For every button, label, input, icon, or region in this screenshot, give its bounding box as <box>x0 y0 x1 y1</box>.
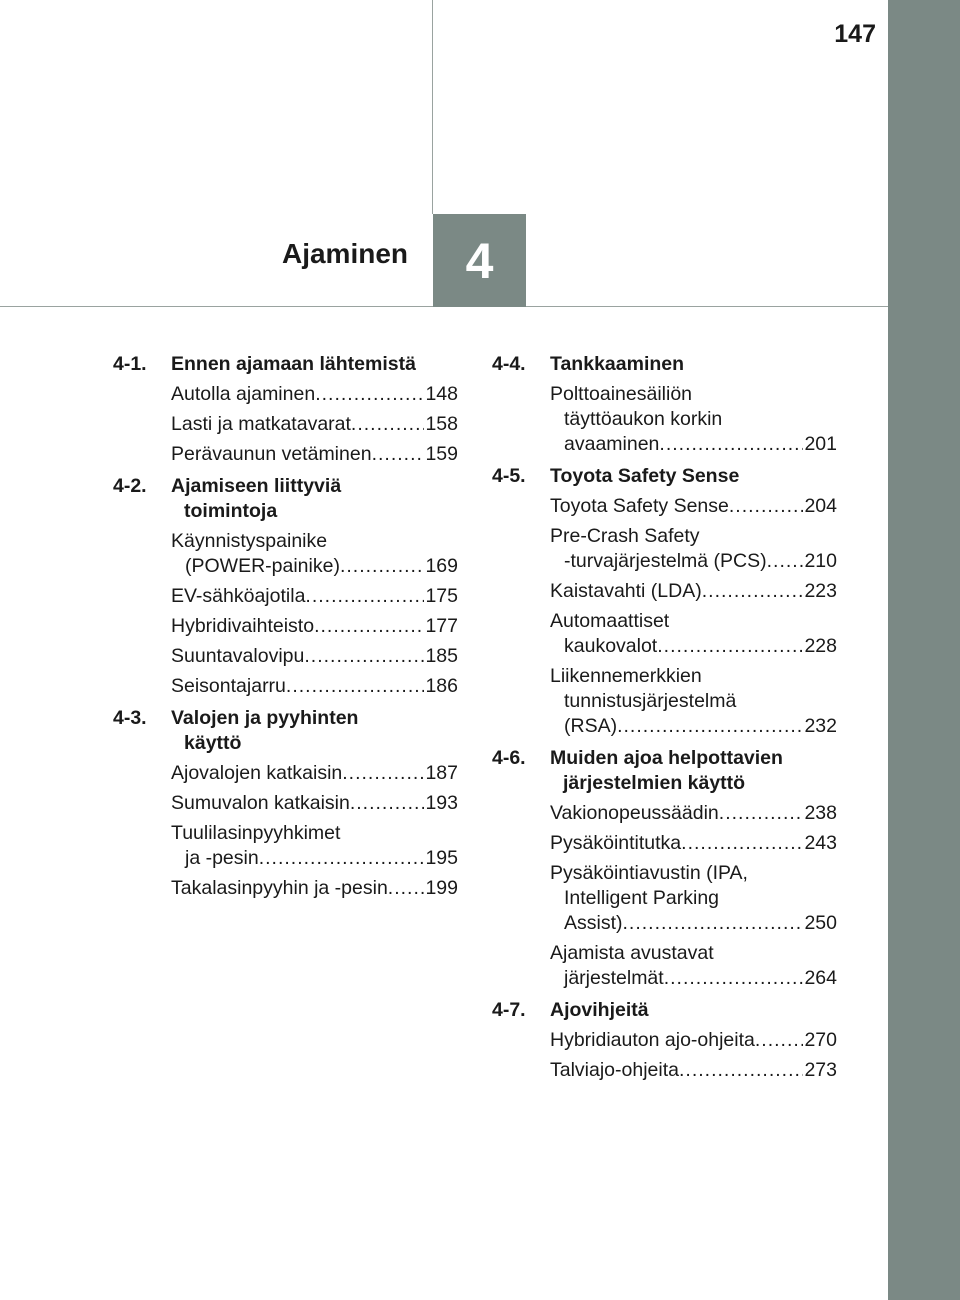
section-number: 4-6. <box>492 747 526 769</box>
entry-title-line: (RSA) <box>564 715 618 737</box>
entry-page-number: 177 <box>425 615 458 637</box>
toc-section <box>113 706 458 901</box>
section-title-line: järjestelmien käyttö <box>563 772 746 794</box>
toc-entry[interactable] <box>550 801 837 826</box>
entry-title-line: täyttöaukon korkin <box>564 408 723 430</box>
entry-last-line <box>550 801 837 826</box>
entry-last-line <box>550 911 837 936</box>
section-title <box>550 352 837 377</box>
entry-page-number: 223 <box>804 580 837 602</box>
dot-leader <box>388 876 425 901</box>
toc-entry[interactable] <box>550 494 837 519</box>
entry-last-line <box>171 554 458 579</box>
entry-page-number: 243 <box>804 832 837 854</box>
section-number: 4-3. <box>113 707 147 729</box>
entry-last-line <box>550 831 837 856</box>
entry-title-line: Vakionopeussäädin <box>550 802 719 824</box>
entry-last-line <box>550 549 837 574</box>
dot-leader <box>659 432 803 457</box>
section-title <box>171 474 458 524</box>
chapter-number-box <box>433 214 526 307</box>
entry-title-line: Käynnistyspainike <box>171 530 328 552</box>
toc-entry[interactable] <box>171 761 458 786</box>
toc-section <box>113 352 458 467</box>
toc-entry[interactable] <box>550 524 837 574</box>
entry-page-number: 238 <box>804 802 837 824</box>
toc-entry[interactable] <box>550 664 837 739</box>
section-title-line: toimintoja <box>184 500 278 522</box>
dot-leader <box>681 831 803 856</box>
entry-last-line <box>171 791 458 816</box>
toc-entry[interactable] <box>550 861 837 936</box>
entry-page-number: 185 <box>425 645 458 667</box>
toc-entry[interactable] <box>171 584 458 609</box>
section-title-line: Ajovihjeitä <box>550 999 649 1021</box>
section-number: 4-7. <box>492 999 526 1021</box>
entry-title-line: -turvajärjestelmä (PCS) <box>564 550 767 572</box>
section-heading <box>492 998 837 1023</box>
entry-title-line: Ajovalojen katkaisin <box>171 762 343 784</box>
dot-leader <box>305 584 424 609</box>
entry-page-number: 169 <box>425 555 458 577</box>
entry-title-line: Liikennemerkkien <box>550 665 702 687</box>
entry-page-number: 204 <box>804 495 837 517</box>
entry-title-line: Pysäköintiavustin (IPA, <box>550 862 748 884</box>
dot-leader <box>623 911 804 936</box>
entry-title-line: Polttoainesäiliön <box>550 383 693 405</box>
entry-page-number: 232 <box>804 715 837 737</box>
entry-page-number: 195 <box>425 847 458 869</box>
section-number: 4-4. <box>492 353 526 375</box>
entry-page-number: 193 <box>425 792 458 814</box>
section-title <box>550 464 837 489</box>
dot-leader <box>767 549 804 574</box>
toc-entry[interactable] <box>171 382 458 407</box>
entry-title-line: (POWER-painike) <box>185 555 340 577</box>
dot-leader <box>286 674 425 699</box>
entry-page-number: 201 <box>804 433 837 455</box>
header-divider-vertical <box>432 0 433 214</box>
section-title <box>550 998 837 1023</box>
entry-title-line: Pysäköintitutka <box>550 832 682 854</box>
entry-title-line: kaukovalot <box>564 635 658 657</box>
entry-last-line <box>171 584 458 609</box>
entry-last-line <box>171 614 458 639</box>
entry-last-line <box>550 579 837 604</box>
section-heading <box>492 746 837 796</box>
entry-page-number: 186 <box>425 675 458 697</box>
dot-leader <box>729 494 804 519</box>
toc-entry[interactable] <box>171 529 458 579</box>
toc-section <box>492 998 837 1083</box>
entry-title-line: Intelligent Parking <box>564 887 720 909</box>
entry-title-line: Seisontajarru <box>171 675 286 697</box>
dot-leader <box>351 412 425 437</box>
chapter-number: 4 <box>465 232 494 289</box>
dot-leader <box>340 554 425 579</box>
entry-page-number: 228 <box>804 635 837 657</box>
dot-leader <box>315 382 424 407</box>
section-title-line: Ajamiseen liittyviä <box>171 475 342 497</box>
entry-last-line <box>171 846 458 871</box>
dot-leader <box>617 714 803 739</box>
section-heading <box>492 464 837 489</box>
chapter-title: Ajaminen <box>281 238 408 269</box>
entry-title-line: Talviajo-ohjeita <box>550 1059 679 1081</box>
toc-column-left <box>113 352 458 908</box>
entry-title-line: EV-sähköajotila <box>171 585 306 607</box>
entry-last-line <box>550 714 837 739</box>
toc-section <box>113 474 458 699</box>
section-number: 4-2. <box>113 475 147 497</box>
entry-last-line <box>550 1058 837 1083</box>
toc-entry[interactable] <box>550 609 837 659</box>
section-title <box>171 352 458 377</box>
entry-page-number: 264 <box>804 967 837 989</box>
toc-column-right <box>492 352 837 1090</box>
dot-leader <box>342 761 424 786</box>
entry-title-line: Perävaunun vetäminen <box>171 443 372 465</box>
entry-title-line: ja -pesin <box>185 847 259 869</box>
entry-last-line <box>171 442 458 467</box>
toc-entry[interactable] <box>171 791 458 816</box>
entry-title-line: Lasti ja matkatavarat <box>171 413 351 435</box>
dot-leader <box>664 966 804 991</box>
toc-entry[interactable] <box>550 382 837 457</box>
section-number: 4-1. <box>113 353 147 375</box>
toc-section <box>492 746 837 991</box>
entry-page-number: 148 <box>425 383 458 405</box>
toc-entry[interactable] <box>171 442 458 467</box>
entry-page-number: 270 <box>804 1029 837 1051</box>
toc-entry[interactable] <box>550 1058 837 1083</box>
entry-title-line: Kaistavahti (LDA) <box>550 580 702 602</box>
entry-page-number: 210 <box>804 550 837 572</box>
toc-entry[interactable] <box>171 412 458 437</box>
dot-leader <box>719 801 804 826</box>
dot-leader <box>702 579 804 604</box>
dot-leader <box>755 1028 804 1053</box>
section-title-line: Muiden ajoa helpottavien <box>550 747 783 769</box>
entry-page-number: 199 <box>425 877 458 899</box>
page-number: 147 <box>834 20 876 48</box>
entry-title-line: Hybridivaihteisto <box>171 615 315 637</box>
dot-leader <box>304 644 424 669</box>
entry-last-line <box>171 644 458 669</box>
toc-section <box>492 352 837 457</box>
dot-leader <box>314 614 424 639</box>
section-title-line: Valojen ja pyyhinten <box>171 707 359 729</box>
chapter-side-tab <box>888 0 960 1300</box>
toc-entry[interactable] <box>171 644 458 669</box>
entry-last-line <box>550 432 837 457</box>
toc-entry[interactable] <box>171 821 458 871</box>
entry-title-line: Tuulilasinpyyhkimet <box>171 822 341 844</box>
entry-last-line <box>171 761 458 786</box>
entry-title-line: Suuntavalovipu <box>171 645 305 667</box>
toc-entry[interactable] <box>171 876 458 901</box>
entry-title-line: avaaminen <box>564 433 660 455</box>
toc-entry[interactable] <box>550 831 837 856</box>
dot-leader <box>259 846 425 871</box>
entry-title-line: tunnistusjärjestelmä <box>564 690 737 712</box>
entry-title-line: Automaattiset <box>550 610 670 632</box>
entry-title-line: Hybridiauton ajo-ohjeita <box>550 1029 755 1051</box>
section-heading <box>492 352 837 377</box>
toc-entry[interactable] <box>171 614 458 639</box>
section-heading <box>113 352 458 377</box>
entry-title-line: Pre-Crash Safety <box>550 525 700 547</box>
entry-page-number: 159 <box>425 443 458 465</box>
entry-title-line: Ajamista avustavat <box>550 942 714 964</box>
entry-page-number: 250 <box>804 912 837 934</box>
section-number: 4-5. <box>492 465 526 487</box>
entry-page-number: 158 <box>425 413 458 435</box>
entry-last-line <box>171 876 458 901</box>
toc-entry[interactable] <box>550 1028 837 1053</box>
toc-entry[interactable] <box>171 674 458 699</box>
section-heading <box>113 706 458 756</box>
entry-last-line <box>550 1028 837 1053</box>
toc-section <box>492 464 837 739</box>
section-title-line: Toyota Safety Sense <box>550 465 740 487</box>
entry-last-line <box>550 966 837 991</box>
entry-last-line <box>550 634 837 659</box>
section-title-line: Tankkaaminen <box>550 353 685 375</box>
section-title <box>550 746 837 796</box>
section-title <box>171 706 458 756</box>
entry-page-number: 273 <box>804 1059 837 1081</box>
section-title-line: käyttö <box>184 732 242 754</box>
entry-title-line: Assist) <box>564 912 623 934</box>
entry-last-line <box>550 494 837 519</box>
entry-title-line: Autolla ajaminen <box>171 383 316 405</box>
dot-leader <box>350 791 425 816</box>
entry-title-line: Toyota Safety Sense <box>550 495 729 517</box>
section-title-line: Ennen ajamaan lähtemistä <box>171 353 416 375</box>
entry-page-number: 175 <box>425 585 458 607</box>
toc-entry[interactable] <box>550 941 837 991</box>
section-heading <box>113 474 458 524</box>
entry-last-line <box>171 674 458 699</box>
entry-title-line: Takalasinpyyhin ja -pesin <box>171 877 388 899</box>
entry-page-number: 187 <box>425 762 458 784</box>
dot-leader <box>372 442 425 467</box>
dot-leader <box>679 1058 803 1083</box>
entry-last-line <box>171 412 458 437</box>
entry-last-line <box>171 382 458 407</box>
toc-entry[interactable] <box>550 579 837 604</box>
entry-title-line: järjestelmät <box>564 967 664 989</box>
dot-leader <box>657 634 803 659</box>
entry-title-line: Sumuvalon katkaisin <box>171 792 350 814</box>
